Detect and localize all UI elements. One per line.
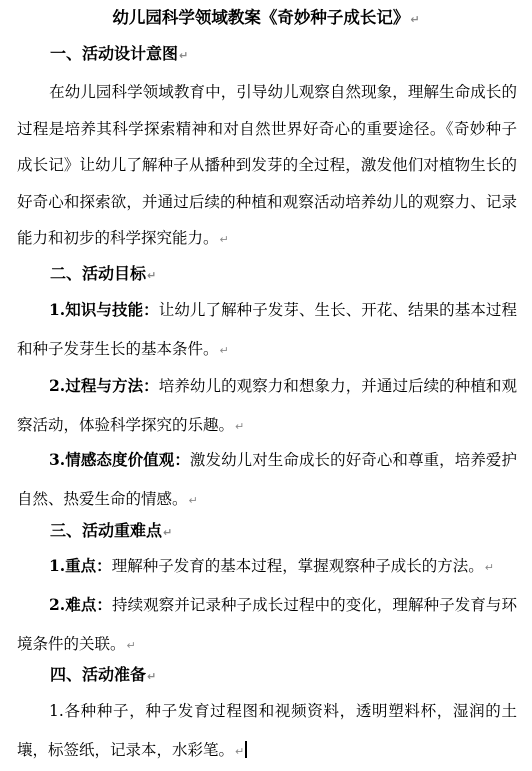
paragraph-text: 在幼儿园科学领域教育中，引导幼儿观察自然现象，理解生命成长的过程是培养其科学探索精神和对自然世界好奇心的重要途径。《奇妙种子成长记》让幼儿了解种子从播种到发芽的全过程，激发他们对植物生长的好奇心和探索欲，并通过后续的种植和观察活动培养幼儿的观察力、记录能力和初步的科学探究能力。	[17, 83, 517, 247]
section-heading-text: 三、活动重难点	[50, 521, 163, 540]
goal-item-knowledge	[17, 291, 517, 370]
goal-item-process	[17, 367, 517, 446]
paragraph-mark: ↵	[126, 638, 136, 652]
paragraph-mark: ↵	[147, 269, 157, 282]
section-heading-goals	[50, 262, 156, 288]
goal-item-text: 激发幼儿对生命成长的好奇心和尊重，培养爱护自然、热爱生命的情感。	[17, 451, 517, 508]
paragraph-text: 1.各种种子，种子发育过程图和视频资料，透明塑料杯，湿润的土壤，标签纸，记录本，水彩笔。	[17, 702, 517, 759]
paragraph-mark: ↵	[410, 13, 420, 26]
paragraph-mark: ↵	[235, 419, 245, 433]
section-heading-keypoints	[50, 519, 172, 545]
keypoint-item-text: 持续观察并记录种子成长过程中的变化，理解种子发育与环境条件的关联。	[17, 596, 517, 653]
section-heading-design	[50, 42, 188, 68]
keypoint-item-lead: 2.难点：	[49, 595, 112, 614]
section-heading-text: 二、活动目标	[50, 264, 147, 283]
document-title	[0, 6, 532, 32]
text-cursor	[245, 741, 247, 758]
goal-item-lead: 2.过程与方法：	[49, 376, 159, 395]
document-title-text: 幼儿园科学领域教案《奇妙种子成长记》	[112, 8, 410, 27]
keypoint-item-focus	[17, 547, 517, 588]
paragraph-mark: ↵	[147, 670, 157, 683]
keypoint-item-difficulty	[17, 586, 517, 665]
section-heading-text: 一、活动设计意图	[50, 44, 179, 63]
paragraph-mark: ↵	[219, 343, 229, 357]
paragraph-prep	[17, 692, 517, 771]
goal-item-text: 让幼儿了解种子发芽、生长、开花、结果的基本过程和种子发芽生长的基本条件。	[17, 301, 517, 358]
keypoint-item-text: 理解种子发育的基本过程，掌握观察种子成长的方法。	[111, 557, 484, 575]
paragraph-mark: ↵	[484, 561, 494, 574]
goal-item-lead: 3.情感态度价值观：	[49, 450, 190, 469]
keypoint-item-lead: 1.重点：	[49, 556, 112, 575]
goal-item-text: 培养幼儿的观察力和想象力，并通过后续的种植和观察活动，体验科学探究的乐趣。	[17, 377, 517, 434]
paragraph-design	[17, 74, 517, 259]
paragraph-mark: ↵	[235, 744, 245, 758]
section-heading-text: 四、活动准备	[50, 665, 147, 684]
paragraph-mark: ↵	[163, 526, 173, 539]
section-heading-prep	[50, 663, 156, 689]
paragraph-mark: ↵	[188, 493, 198, 507]
paragraph-mark: ↵	[179, 49, 189, 62]
goal-item-attitude	[17, 441, 517, 520]
goal-item-lead: 1.知识与技能：	[49, 300, 159, 319]
paragraph-mark: ↵	[219, 233, 229, 246]
